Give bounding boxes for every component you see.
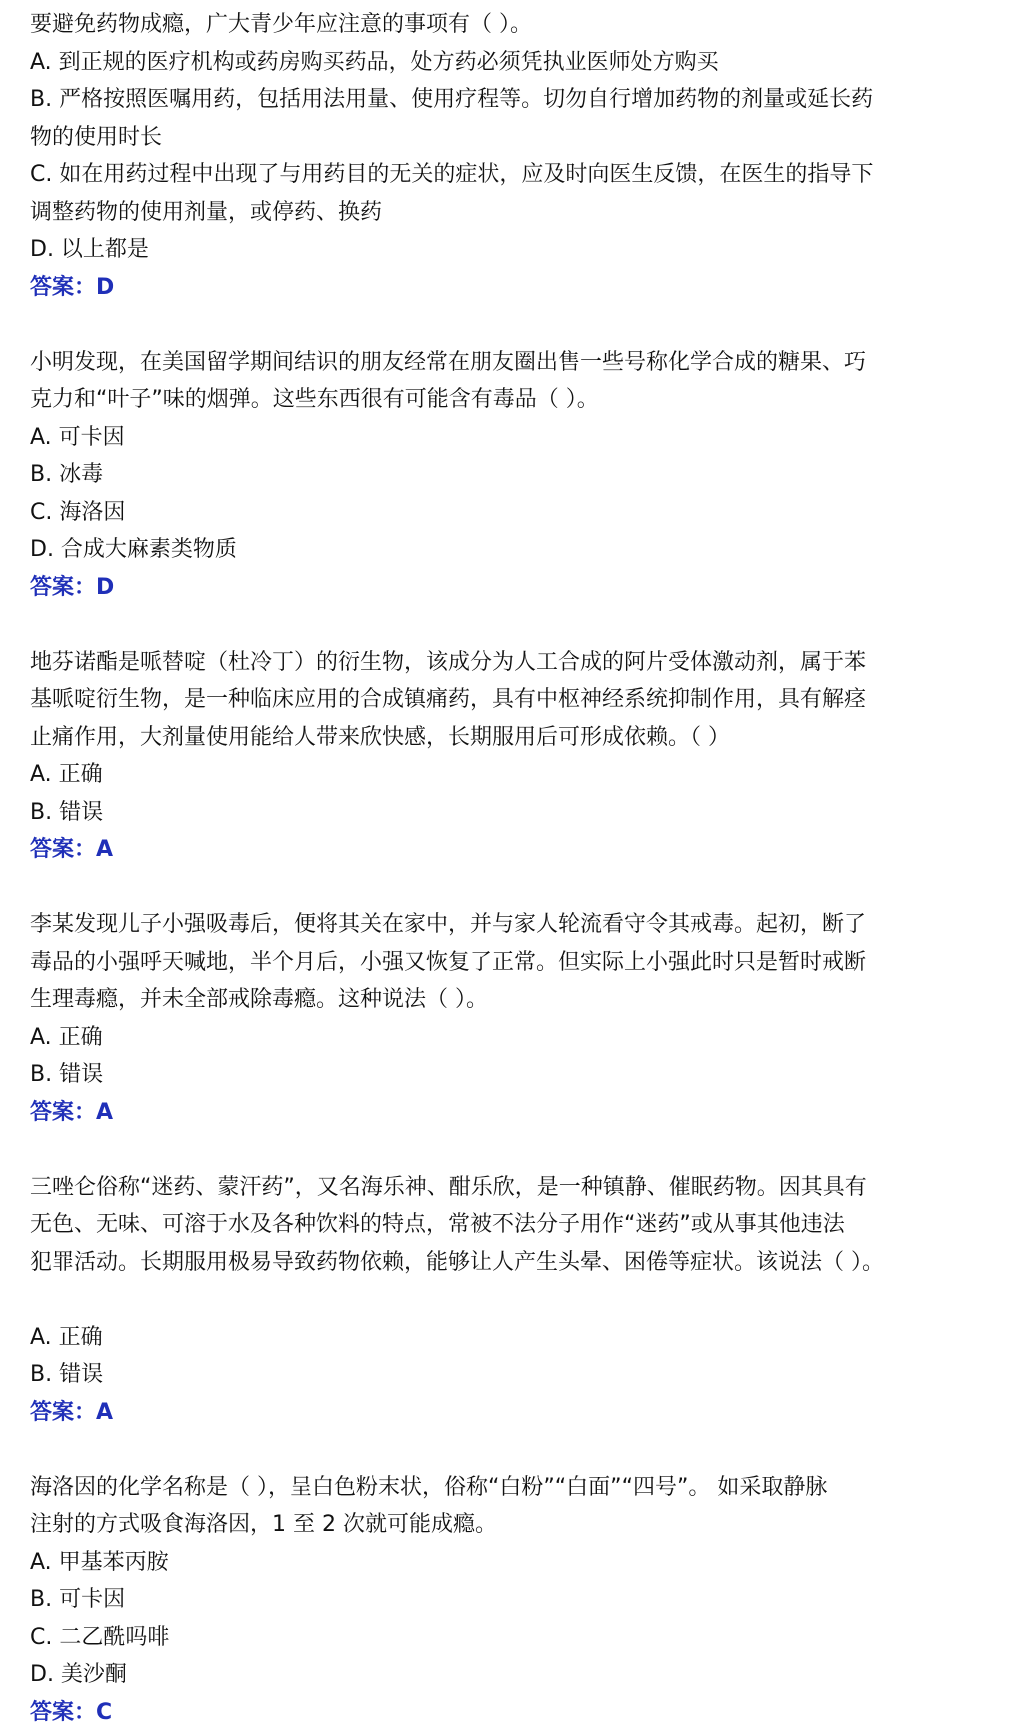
question-stem-line: 李某发现儿子小强吸毒后，便将其关在家中，并与家人轮流看守令其戒毒。起初，断了 xyxy=(30,912,867,937)
option-line: A. 甲基苯丙胺 xyxy=(30,1549,169,1575)
option-line: 调整药物的使用剂量，或停药、换药 xyxy=(30,199,383,225)
option-line: D. 美沙酮 xyxy=(30,1662,127,1687)
question-stem-line: 止痛作用，大剂量使用能给人带来欣快感，长期服用后可形成依赖。（ ） xyxy=(30,724,730,750)
question-stem-line: 要避免药物成瘾，广大青少年应注意的事项有（ ）。 xyxy=(30,12,532,37)
option-line: B. 错误 xyxy=(30,1362,104,1387)
question-block xyxy=(30,6,984,344)
option-line: D. 以上都是 xyxy=(30,237,149,262)
option-line: A. 可卡因 xyxy=(30,424,125,450)
question-block xyxy=(30,1469,984,1732)
option-line: B. 错误 xyxy=(30,799,104,825)
answer-line: 答案：A xyxy=(30,1099,114,1125)
answer-line: 答案：D xyxy=(30,574,115,600)
option-line: B. 冰毒 xyxy=(30,462,104,487)
blank-line xyxy=(30,306,984,344)
question-stem-line: 基哌啶衍生物，是一种临床应用的合成镇痛药，具有中枢神经系统抑制作用，具有解痉 xyxy=(30,687,867,712)
answer-line: 答案：A xyxy=(30,1399,114,1425)
option-line: 物的使用时长 xyxy=(30,124,163,150)
question-stem-line: 生理毒瘾，并未全部戒除毒瘾。这种说法（ ）。 xyxy=(30,987,488,1012)
option-line: B. 错误 xyxy=(30,1062,104,1087)
question-stem-line: 三唑仑俗称“迷药、蒙汗药”，又名海乐神、酣乐欣，是一种镇静、催眠药物。因其具有 xyxy=(30,1174,867,1200)
question-stem-line: 地芬诺酯是哌替啶（杜冷丁）的衍生物，该成分为人工合成的阿片受体激动剂，属于苯 xyxy=(30,649,867,675)
option-line: A. 正确 xyxy=(30,1324,103,1350)
option-line: D. 合成大麻素类物质 xyxy=(30,537,237,562)
option-line: A. 正确 xyxy=(30,1024,103,1050)
question-stem-line: 克力和“叶子”味的烟弹。这些东西很有可能含有毒品（ ）。 xyxy=(30,387,599,412)
question-block xyxy=(30,906,984,1169)
question-stem-line: 无色、无味、可溶于水及各种饮料的特点，常被不法分子用作“迷药”或从事其他违法 xyxy=(30,1212,845,1237)
answer-line: 答案：D xyxy=(30,274,115,300)
option-line: B. 可卡因 xyxy=(30,1587,126,1612)
question-block xyxy=(30,344,984,644)
option-line: C. 如在用药过程中出现了与用药目的无关的症状，应及时向医生反馈，在医生的指导下 xyxy=(30,162,874,187)
blank-line xyxy=(30,1131,984,1169)
answer-line: 答案：C xyxy=(30,1699,113,1725)
question-stem-line: 毒品的小强呼天喊地，半个月后，小强又恢复了正常。但实际上小强此时只是暂时戒断 xyxy=(30,949,867,975)
question-stem-line xyxy=(30,1281,984,1319)
answer-line: 答案：A xyxy=(30,837,114,862)
question-block xyxy=(30,644,984,907)
option-line: B. 严格按照医嘱用药，包括用法用量、使用疗程等。切勿自行增加药物的剂量或延长药 xyxy=(30,87,874,112)
blank-line xyxy=(30,606,984,644)
question-block xyxy=(30,1169,984,1469)
option-line: C. 海洛因 xyxy=(30,499,126,525)
blank-line xyxy=(30,1431,984,1469)
option-line: C. 二乙酰吗啡 xyxy=(30,1624,170,1650)
question-stem-line: 小明发现，在美国留学期间结识的朋友经常在朋友圈出售一些号称化学合成的糖果、巧 xyxy=(30,349,867,375)
question-stem-line: 犯罪活动。长期服用极易导致药物依赖，能够让人产生头晕、困倦等症状。该说法（ ）。 xyxy=(30,1249,884,1275)
option-line: A. 到正规的医疗机构或药房购买药品，处方药必须凭执业医师处方购买 xyxy=(30,49,719,75)
question-stem-line: 海洛因的化学名称是（ ），呈白色粉末状，俗称“白粉”“白面”“四号”。 如采取静脉 xyxy=(30,1474,828,1500)
question-stem-line: 注射的方式吸食海洛因，1 至 2 次就可能成瘾。 xyxy=(30,1512,497,1537)
option-line: A. 正确 xyxy=(30,762,103,787)
blank-line xyxy=(30,869,984,907)
